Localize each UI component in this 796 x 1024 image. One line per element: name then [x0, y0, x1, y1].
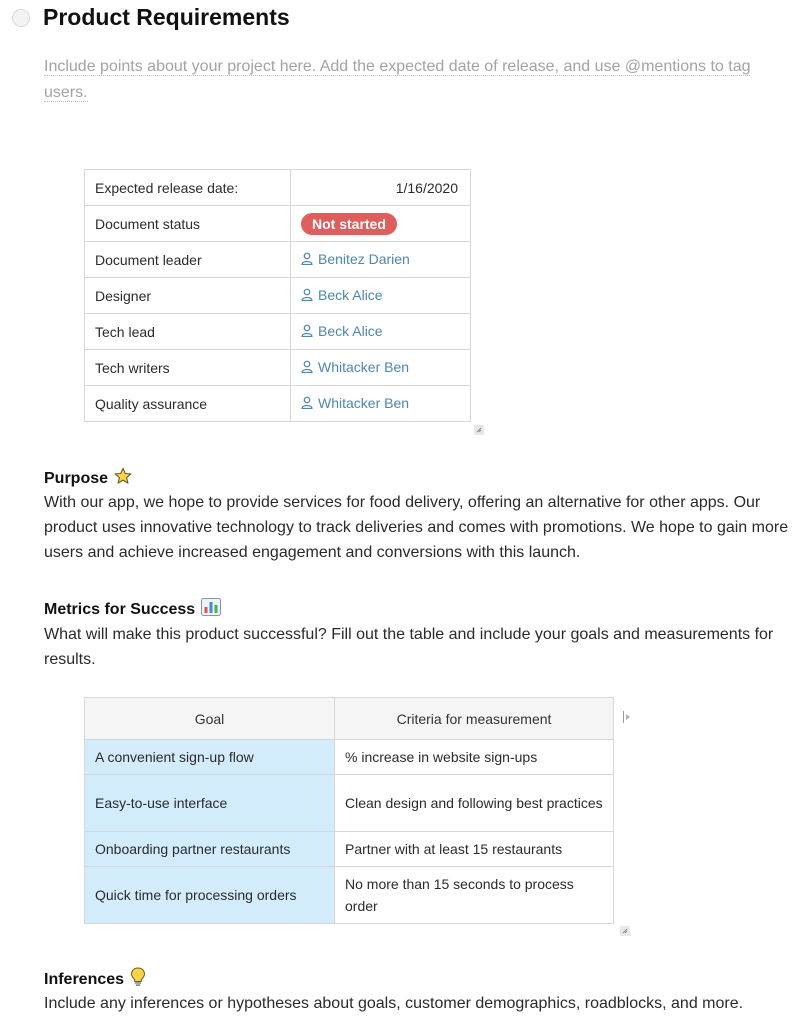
person-mention[interactable]: Beck Alice — [318, 323, 383, 339]
purpose-text[interactable]: With our app, we hope to provide services for food delivery, offering an alternative for other apps. Our product uses innovative technology to track deliveries and comes with promotions. We hope to gain more users and achieve increased engagement and conversions with this launch. — [44, 494, 789, 561]
table-cell-label[interactable]: Designer — [85, 278, 291, 314]
user-icon — [301, 396, 314, 412]
criteria-cell[interactable]: No more than 15 seconds to process order — [335, 867, 614, 924]
table-cell-label[interactable]: Tech lead — [85, 314, 291, 350]
user-icon — [301, 252, 314, 268]
status-circle-icon[interactable] — [12, 9, 30, 27]
inferences-heading-text: Inferences — [44, 970, 125, 988]
person-mention[interactable]: Benitez Darien — [318, 251, 410, 267]
status-badge[interactable]: Not started — [301, 213, 397, 235]
goal-cell[interactable]: Easy-to-use interface — [85, 775, 335, 832]
purpose-heading — [44, 467, 132, 490]
goal-cell[interactable]: A convenient sign-up flow — [85, 740, 335, 775]
person-mention[interactable]: Whitacker Ben — [318, 395, 410, 411]
table-row — [85, 278, 471, 314]
purpose-heading-text: Purpose — [44, 469, 109, 487]
metadata-table — [84, 169, 471, 422]
column-add-handle-icon[interactable] — [622, 710, 632, 724]
release-date-value[interactable]: 1/16/2020 — [291, 170, 471, 206]
inferences-heading — [44, 967, 146, 992]
table-row — [85, 867, 614, 924]
person-cell[interactable] — [291, 278, 471, 314]
criteria-cell[interactable]: % increase in website sign-ups — [335, 740, 614, 775]
star-icon — [114, 467, 132, 490]
column-header-criteria[interactable]: Criteria for measurement — [335, 698, 614, 740]
table-row — [85, 350, 471, 386]
criteria-cell[interactable]: Partner with at least 15 restaurants — [335, 832, 614, 867]
intro-placeholder-text: Include points about your project here. Add the expected date of release, and use @mentions to tag users. — [44, 58, 751, 101]
table-resize-handle-icon[interactable] — [620, 926, 630, 936]
column-header-goal[interactable]: Goal — [85, 698, 335, 740]
person-cell[interactable] — [291, 314, 471, 350]
table-header-row — [85, 698, 614, 740]
person-mention[interactable]: Beck Alice — [318, 287, 383, 303]
table-row — [85, 832, 614, 867]
user-icon — [301, 360, 314, 376]
user-icon — [301, 288, 314, 304]
goal-cell[interactable]: Quick time for processing orders — [85, 867, 335, 924]
table-cell-label[interactable]: Document status — [85, 206, 291, 242]
table-row — [85, 386, 471, 422]
page-title[interactable]: Product Requirements — [43, 4, 290, 30]
person-cell[interactable] — [291, 386, 471, 422]
metrics-table — [84, 697, 614, 924]
title-row — [12, 4, 290, 31]
user-icon — [301, 324, 314, 340]
table-row — [85, 314, 471, 350]
table-resize-handle-icon[interactable] — [474, 425, 484, 435]
table-row — [85, 170, 471, 206]
status-cell[interactable] — [291, 206, 471, 242]
metrics-heading — [44, 598, 221, 621]
criteria-cell[interactable]: Clean design and following best practices — [335, 775, 614, 832]
person-mention[interactable]: Whitacker Ben — [318, 359, 410, 375]
lightbulb-icon — [130, 967, 146, 992]
table-cell-label[interactable]: Quality assurance — [85, 386, 291, 422]
goal-cell[interactable]: Onboarding partner restaurants — [85, 832, 335, 867]
table-row — [85, 242, 471, 278]
person-cell[interactable] — [291, 242, 471, 278]
person-cell[interactable] — [291, 350, 471, 386]
table-cell-label[interactable]: Document leader — [85, 242, 291, 278]
table-cell-label[interactable]: Tech writers — [85, 350, 291, 386]
table-row — [85, 775, 614, 832]
intro-placeholder[interactable] — [44, 54, 784, 106]
bar-chart-icon — [201, 598, 221, 621]
inferences-text[interactable]: Include any inferences or hypotheses about goals, customer demographics, roadblocks, and more. — [44, 995, 744, 1012]
table-cell-label[interactable]: Expected release date: — [85, 170, 291, 206]
metrics-heading-text: Metrics for Success — [44, 600, 196, 618]
table-row — [85, 206, 471, 242]
metrics-text[interactable]: What will make this product successful? Fill out the table and include your goals and measurements for results. — [44, 626, 774, 668]
table-row — [85, 740, 614, 775]
